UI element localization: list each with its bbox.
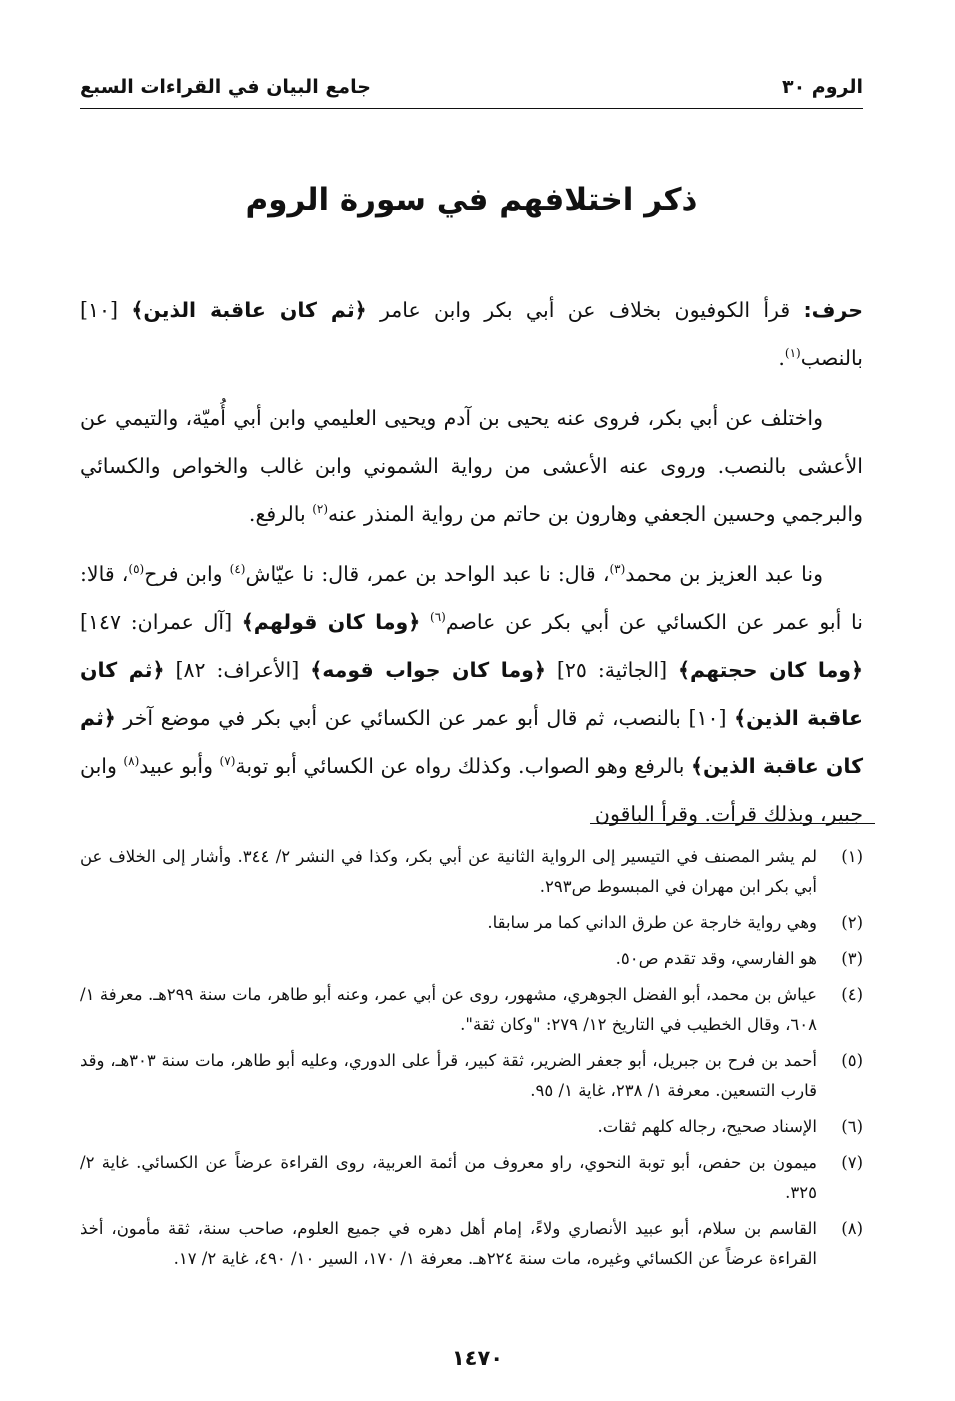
text-run: [١٠] بالنصب، ثم قال أبو عمر عن الكسائي عن أبي بكر في موضع آخر — [115, 706, 735, 730]
footnote-text: هو الفارسي، وقد تقدم ص٥٠. — [615, 949, 817, 968]
footnote-separator — [590, 823, 875, 824]
paragraph-3 — [80, 550, 863, 838]
footnotes — [80, 842, 863, 1280]
footnote-text: وهي رواية خارجة عن طرق الداني كما مر سابقا. — [487, 913, 817, 932]
footnote-ref[interactable]: (٧) — [219, 754, 236, 769]
text-run: بالرفع وهو الصواب. وكذلك رواه عن الكسائي أبو توبة — [235, 754, 691, 778]
page-number: ١٤٧٠ — [451, 1346, 504, 1370]
footnote-1 — [80, 842, 863, 902]
text-run: [١٠] بالنصب — [80, 298, 863, 370]
footnote-4 — [80, 980, 863, 1040]
text-run: وابن فرح — [144, 562, 230, 586]
paragraph-2 — [80, 394, 863, 538]
text-run: [آل عمران: ١٤٧] — [80, 610, 242, 634]
quran-quote: ﴿وما كان حجتهم﴾ — [678, 658, 864, 682]
footnote-ref[interactable]: (٢) — [312, 502, 329, 517]
footnote-text: أحمد بن فرح بن جبريل، أبو جعفر الضرير، ثقة كبير، قرأ على الدوري، وعليه أبو طاهر، مات سنة ٣٠٣هـ، وقد قارب التسعين. معرفة ١/ ٢٣٨، غاية ١/ ٩٥. — [80, 1051, 817, 1100]
footnote-text: ميمون بن حفص، أبو توبة النحوي، راو معروف من أئمة العربية، روى القراءة عرضاً عن الكسائي. غاية ٢/ ٣٢٥. — [80, 1153, 817, 1202]
footnote-text: الإسناد صحيح، رجاله كلهم ثقات. — [597, 1117, 817, 1136]
footnote-number: (٤) — [841, 985, 863, 1004]
lead-word: حرف: — [803, 298, 864, 322]
footnote-number: (٨) — [841, 1219, 863, 1238]
text-run: ، قال: نا عبد الواحد بن عمر، قال: نا عيّاش — [245, 562, 610, 586]
text-run: قرأ الكوفيون بخلاف عن أبي بكر وابن عامر — [366, 298, 804, 322]
footnote-number: (٦) — [841, 1117, 863, 1136]
quran-quote: ﴿ثم كان عاقبة الذين﴾ — [131, 298, 367, 322]
main-text — [80, 286, 863, 850]
chapter-title: ذكر اختلافهم في سورة الروم — [245, 182, 698, 218]
quran-quote: ﴿ثم كان عاقبة الذين﴾ — [80, 706, 863, 778]
quran-quote: ﴿ثم كان عاقبة الذين﴾ — [80, 658, 863, 730]
footnote-ref[interactable]: (٨) — [123, 754, 140, 769]
text-run: بالرفع. — [248, 502, 313, 526]
footnote-5 — [80, 1046, 863, 1106]
quran-quote: ﴿وما كان جواب قومه﴾ — [310, 658, 546, 682]
footnote-2 — [80, 908, 863, 938]
footnote-7 — [80, 1148, 863, 1208]
footnote-8 — [80, 1214, 863, 1274]
footnote-text: عياش بن محمد، أبو الفضل الجوهري، مشهور، روى عن أبي عمر، وعنه أبو طاهر، مات سنة ٢٩٩هـ. معرفة ١/ ٦٠٨، وقال الخطيب في التاريخ ١٢/ ٢٧٩: "وكان ثقة". — [80, 985, 818, 1034]
footnote-ref[interactable]: (١) — [784, 346, 801, 361]
text-run: ونا عبد العزيز بن محمد — [625, 562, 824, 586]
header-surah-label: الروم ٣٠ — [781, 76, 863, 98]
header-book-title: جامع البيان في القراءات السبع — [80, 76, 371, 98]
footnote-ref[interactable]: (٥) — [128, 562, 145, 577]
footnote-number: (٣) — [841, 949, 863, 968]
text-run: واختلف عن أبي بكر، فروى عنه يحيى بن آدم ويحيى العليمي وابن أبي أُميّة، والتيمي عن الأعشى بالنصب. وروى عنه الأعشى من رواية الشموني وابن غالب والخواص والكسائي والبرجمي وحسين الجعفي وهارون بن حاتم من رواية المنذر عنه — [80, 406, 863, 526]
footnote-text: لم يشر المصنف في التيسير إلى الرواية الثانية عن أبي بكر، وكذا في النشر ٢/ ٣٤٤. وأشار إلى الخلاف عن أبي بكر ابن مهران في المبسوط ص٢٩٣. — [80, 847, 817, 896]
text-run: ، قالا: نا أبو عمر عن الكسائي عن أبي بكر عن عاصم — [80, 562, 863, 634]
footnote-number: (١) — [841, 847, 863, 866]
footnote-3 — [80, 944, 863, 974]
running-header — [80, 68, 863, 109]
text-run: [الجاثية: ٢٥] — [545, 658, 679, 682]
footnote-ref[interactable]: (٣) — [609, 562, 626, 577]
paragraph-1 — [80, 286, 863, 382]
footnote-ref[interactable]: (٦) — [430, 610, 446, 625]
footnote-6 — [80, 1112, 863, 1142]
quran-quote: ﴿وما كان قولهم﴾ — [241, 610, 421, 634]
text-run: . — [778, 346, 785, 370]
text-run: وأبو عبيد — [139, 754, 220, 778]
text-run — [420, 610, 430, 634]
footnote-number: (٧) — [841, 1153, 863, 1172]
text-run: [الأعراف: ٨٢] — [164, 658, 311, 682]
text-run: وابن جبير، وبذلك قرأت. وقرأ الباقون — [79, 754, 863, 826]
footnote-number: (٢) — [841, 913, 863, 932]
footnote-ref[interactable]: (٤) — [229, 562, 246, 577]
footnote-number: (٥) — [841, 1051, 863, 1070]
footnote-text: القاسم بن سلام، أبو عبيد الأنصاري ولاءً، إمام أهل دهره في جميع العلوم، صاحب سنة، ثقة مأمون، أخذ القراءة عرضاً عن الكسائي وغيره، مات سنة ٢٢٤هـ. معرفة ١/ ١٧٠، السير ١٠/ ٤٩٠، غاية ٢/ ١٧. — [80, 1219, 817, 1268]
